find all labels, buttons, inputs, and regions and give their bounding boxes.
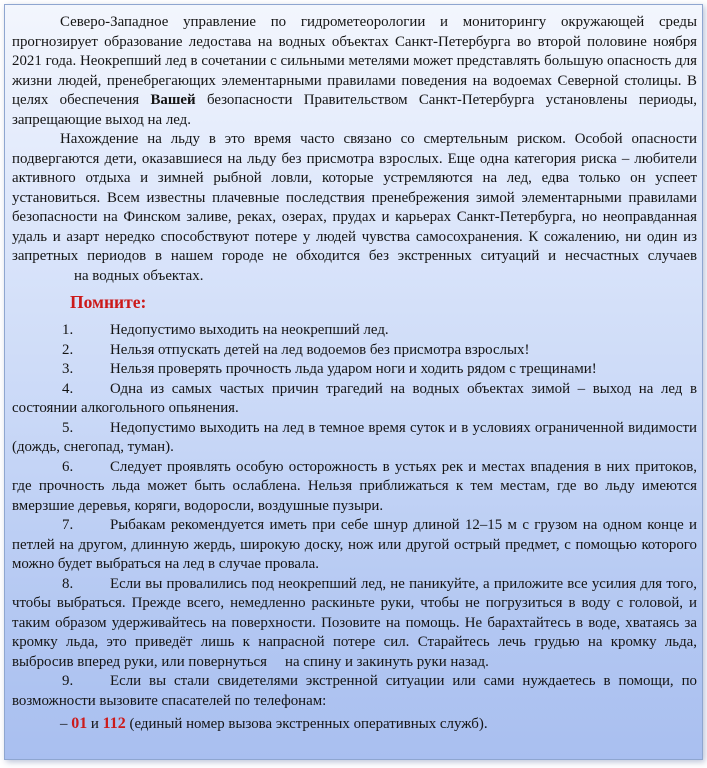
phone-dash: – bbox=[60, 716, 68, 732]
emergency-phones bbox=[12, 714, 697, 735]
list-text: Следует проявлять особую осторожность в устьях рек и местах впадения в них притоков, где прочность льда может быть ослаблена. Нельзя приближаться к тем местам, где во льду имеются вмерзшие деревья, коряги, водоросли, воздушные пузыри. bbox=[12, 458, 697, 514]
remember-heading: Помните: bbox=[70, 292, 147, 312]
phone-conjunction: и bbox=[90, 716, 99, 732]
list-item-7 bbox=[12, 516, 697, 575]
list-text: Нельзя отпускать детей на лед водоемов без присмотра взрослых! bbox=[110, 341, 530, 358]
list-text: Недопустимо выходить на лед в темное время суток и в условиях ограниченной видимости (дождь, снегопад, туман). bbox=[12, 419, 697, 455]
list-text: Если вы стали свидетелями экстренной ситуации или сами нуждаетесь в помощи, по возможности вызовите спасателей по телефонам: bbox=[12, 673, 697, 709]
phone-number-112: 112 bbox=[102, 715, 126, 732]
list-item-4 bbox=[12, 380, 697, 419]
list-item-5 bbox=[12, 419, 697, 458]
list-number: 9. bbox=[62, 673, 74, 689]
list-number: 7. bbox=[62, 517, 74, 533]
list-item-2 bbox=[12, 341, 697, 361]
phone-note: (единый номер вызова экстренных оперативных служб). bbox=[129, 716, 488, 732]
intro-paragraph-2 bbox=[12, 130, 697, 286]
document-content bbox=[12, 13, 697, 735]
list-number: 8. bbox=[62, 575, 74, 592]
phone-number-01: 01 bbox=[71, 715, 88, 732]
list-item-9 bbox=[12, 672, 697, 711]
list-item-8 bbox=[12, 575, 697, 673]
list-text: Одна из самых частых причин трагедий на водных объектах зимой – выход на лед в состоянии алкогольного опьянения. bbox=[12, 380, 697, 416]
list-number: 6. bbox=[62, 458, 74, 475]
list-number: 5. bbox=[62, 419, 74, 436]
list-number: 4. bbox=[62, 380, 74, 397]
intro-p1-text-b: безопасности Правительством Санкт-Петербурга установлены периоды, запрещающие выход на лед. bbox=[12, 92, 697, 128]
list-number: 3. bbox=[62, 361, 74, 377]
intro-p1-bold-word: Вашей bbox=[150, 92, 196, 108]
list-item-1 bbox=[12, 321, 697, 341]
list-item-3 bbox=[12, 360, 697, 380]
list-text: Если вы провалились под неокрепший лед, не паникуйте, а приложите все усилия для того, чтобы выбраться. Прежде всего, немедленно раскиньте руки, чтобы не погрузиться в воду с головой, и таким образом удерживайтесь на поверхности. Позовите на помощь. Не барахтайтесь в воде, хватаясь за кромку льда, это приведёт лишь к напрасной потере сил. Старайтесь лечь грудью на кромку льда, выбросив вперед руки, или повернуться bbox=[12, 575, 697, 670]
intro-p2-text-a: Нахождение на льду в это время часто связано со смертельным риском. Особой опасности подвергаются дети, оказавшиеся на льду без присмотра взрослых. Еще одна категория риска – любители активного отдыха и зимней рыбной ловли, которые устремляются на лед, едва только он успеет установиться. Всем известны плачевные последствия пренебрежения зимой элементарными правилами безопасности на Финском заливе, реках, озерах, прудах и карьерах Санкт-Петербурга, но неоправданная удаль и азарт нередко способствуют потере у людей чувства самосохранения. К сожалению, ни один из запретных периодов в нашем городе не обходится без экстренных ситуаций и несчастных случаев bbox=[12, 131, 697, 264]
intro-p1-text-a: Северо-Западное управление по гидрометеорологии и мониторингу окружающей среды прогнозирует образование ледостава на водных объектах Санкт-Петербурга во второй половине ноября 2021 года. Неокрепший лед в сочетании с сильными метелями может представлять большую опасность для жизни людей, пренебрегающих элементарными правилами поведения на водоемах Северной столицы. В целях обеспечения bbox=[12, 14, 697, 108]
list-text: Нельзя проверять прочность льда ударом ноги и ходить рядом с трещинами! bbox=[110, 361, 597, 377]
intro-paragraph-1 bbox=[12, 13, 697, 130]
list-number: 2. bbox=[62, 341, 74, 358]
document-page bbox=[4, 4, 703, 760]
list-item-6 bbox=[12, 458, 697, 517]
list-text: на спину и закинуть руки назад. bbox=[285, 653, 489, 670]
list-number: 1. bbox=[62, 322, 74, 338]
list-text: Рыбакам рекомендуется иметь при себе шнур длиной 12–15 м с грузом на одном конце и петлей на другом, длинную жердь, широкую доску, нож или другой острый предмет, с помощью которого можно будет выбраться на лед в случае провала. bbox=[12, 517, 697, 572]
list-text: Недопустимо выходить на неокрепший лед. bbox=[110, 322, 389, 338]
intro-p2-text-b: на водных объектах. bbox=[74, 267, 204, 284]
